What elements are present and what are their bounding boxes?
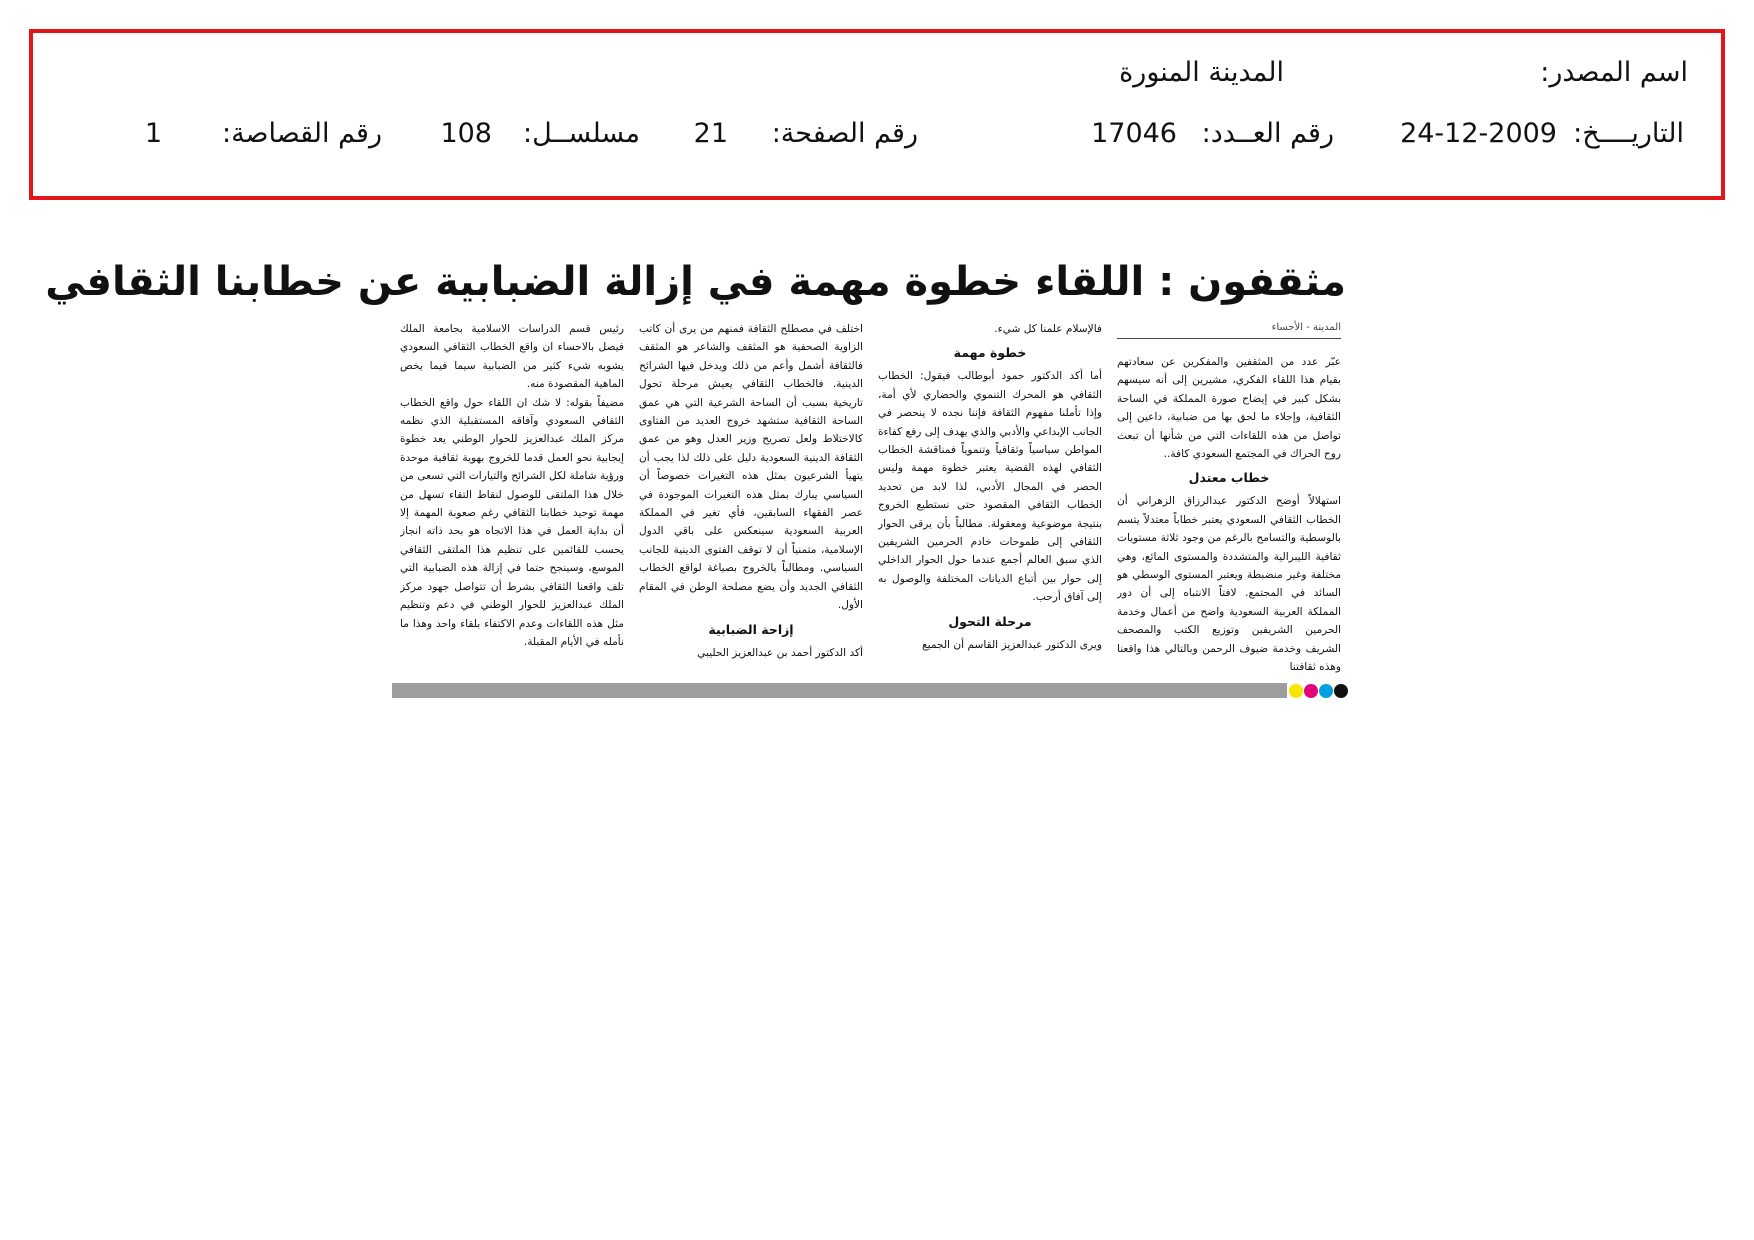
paragraph: رئيس قسم الدراسات الاسلامية بجامعة الملك فيصل بالاحساء ان واقع الخطاب الثقافي السعودي يشوبه شيء كثير من الضبابية سيما فيما يخص الماهية المقصودة منه. <box>400 323 624 391</box>
subheading: خطاب معتدل <box>1188 470 1270 486</box>
newspaper-clipping <box>45 250 1346 700</box>
issue-label: رقم العــدد: <box>1201 118 1334 149</box>
date-value: 24-12-2009 <box>1400 118 1557 149</box>
paragraph: عبّر عدد من المثقفين والمفكرين عن سعادتهم بقيام هذا اللقاء الفكري، مشيرين إلى أنه سيسهم بشكل كبير في إيضاح صورة المملكة في الساحة الثقافية، وإجلاء ما لحق بها من ضبابية، داعين إلى تواصل من هذه اللقاءات التي من شأنها أن تبعث روح الحراك في المجتمع السعودي كافة.. <box>1117 356 1341 461</box>
paragraph: فالإسلام علمنا كل شيء. <box>994 323 1102 335</box>
serial-label: مسلســل: <box>523 118 640 149</box>
article-column-4 <box>400 320 624 928</box>
paragraph: استهلالاً أوضح الدكتور عبدالرزاق الزهراني أن الخطاب الثقافي السعودي يعتبر خطاباً معتدلاً يتسم بالوسطية والتسامح بالرغم من وجود ثلاثة مستويات ثقافية الليبرالية والمتشددة والمستوى المائع، وهي مختلفة وغير منضبطة ويعتبر المستوى الوسطي هو السائد في المجتمع. لافتاً الانتباه إلى أن دور المملكة العربية السعودية واضح من أعمال وخدمة الحرمين الشريفين وتوزيع الكتب والمصحف الشريف وخدمة ضيوف الرحمن وبالتالي هذا واقعنا وهذه ثقافتنا <box>1117 495 1341 674</box>
date-label: التاريــــخ: <box>1573 118 1684 149</box>
paragraph: أما أكد الدكتور حمود أبوطالب فيقول: الخطاب الثقافي هو المحرك التنموي والحضاري لأي أمة، وإذا تأملنا مفهوم الثقافة فإننا نجده لا ينحصر في الجانب الإبداعي والأدبي والذي يهدف إلى رفع كفاءة المواطن سياسياً وثقافياً وتنموياً فمناقشة الخطاب الثقافي لهذه القضية يعتبر خطوة مهمة وليس الحصر في المجال الأدبي، لذا لابد من تحديد الخطاب الثقافي المقصود حتى نستطيع الخروج بنتيجة موضوعية ومعقولة. مطالباً بأن يرقى الحوار الثقافي إلى طموحات خادم الحرمين الشريفين الذي سبق العالم أجمع عندما حول الحوار الداخلي إلى حوار بين أتباع الديانات المختلفة والوصول به إلى آفاق أرحب. <box>878 370 1102 604</box>
registration-dot-yellow <box>1289 684 1303 698</box>
source-label: اسم المصدر: <box>1540 57 1688 88</box>
page-label: رقم الصفحة: <box>771 118 918 149</box>
paragraph: اختلف في مصطلح الثقافة فمنهم من يرى أن كاتب الزاوية الصحفية هو المثقف والشاعر هو المثقف فالثقافة أشمل وأعم من ذلك ويدخل فيها الشرائح الدينية. فالخطاب الثقافي يعيش مرحلة تحول تاريخية بسبب أن الساحة الشرعية التي هي عمق الساحة الثقافية ستشهد خروج العديد من الفتاوى كالاختلاط ولعل تصريح وزير العدل وهو من عمق الثقافة الدينية السعودية دليل على ذلك لذا يجب أن يتهيأ الشرعيون بمثل هذه التغيرات خصوصاً أن السياسي يبارك بمثل هذه التغيرات الموجودة في عصر الفقهاء السابقين، فأي تغير في المملكة العربية السعودية سينعكس على باقي الدول الإسلامية، متمنياً أن لا توقف الفتوى الدينية للجانب السياسي. ومطالباً بالخروج بصياغة لواقع الخطاب الثقافي الجديد وأن يضع مصلحة الوطن في المقام الأول. <box>639 323 863 612</box>
metadata-box <box>29 29 1725 200</box>
serial-value: 108 <box>440 118 492 149</box>
registration-dot-black <box>1334 684 1348 698</box>
issue-value: 17046 <box>1091 118 1177 149</box>
paragraph: أكد الدكتور أحمد بن عبدالعزيز الحليبي <box>697 646 863 659</box>
article-column-1 <box>1117 320 1341 928</box>
print-bar <box>392 683 1287 698</box>
source-value: المدينة المنورة <box>1119 57 1284 88</box>
subheading: خطوة مهمة <box>953 345 1027 361</box>
article-column-3 <box>639 320 863 928</box>
article-headline: مثقفون : اللقاء خطوة مهمة في إزالة الضبابية عن خطابنا الثقافي <box>45 259 1346 305</box>
article-byline: المدينة - الأحساء <box>1117 320 1341 339</box>
paragraph: مضيفاً بقوله: لا شك ان اللقاء حول واقع الخطاب الثقافي السعودي وآفاقه المستقبلية الذي نظمه مركز الملك عبدالعزيز للحوار الوطني يعد خطوة إيجابية نحو العمل قدما للخروج بهوية ثقافية موحدة ورؤية شاملة لكل الشرائح والتيارات التي تسعى من خلال هذا الملتقى للوصول لنقاط التقاء تسهل من مهمة توحيد خطابنا الثقافي رغم صعوبة المهمة إلا أن بداية العمل في هذا الاتجاه هو بحد ذاته انجاز يحسب للقائمين على تنظيم هذا الملتقى الثقافي الموسع، وسينجح حتما في إزالة هذه الضبابية التي تلف واقعنا الثقافي بشرط أن تتواصل جهود مركز الملك عبدالعزيز للحوار الوطني في دعم وتنظيم مثل هذه اللقاءات وعدم الاكتفاء بلقاء واحد وهذا ما نأمله في الأيام المقبلة. <box>400 396 624 648</box>
clip-value: 1 <box>144 118 162 149</box>
page-value: 21 <box>693 118 728 149</box>
paragraph: ويرى الدكتور عبدالعزيز القاسم أن الجميع <box>922 638 1102 651</box>
registration-dot-cyan <box>1319 684 1333 698</box>
clip-label: رقم القصاصة: <box>221 118 382 149</box>
subheading: مرحلة التحول <box>948 613 1032 629</box>
subheading: إزاحة الضبابية <box>708 621 794 637</box>
article-column-2 <box>878 320 1102 928</box>
registration-dot-magenta <box>1304 684 1318 698</box>
